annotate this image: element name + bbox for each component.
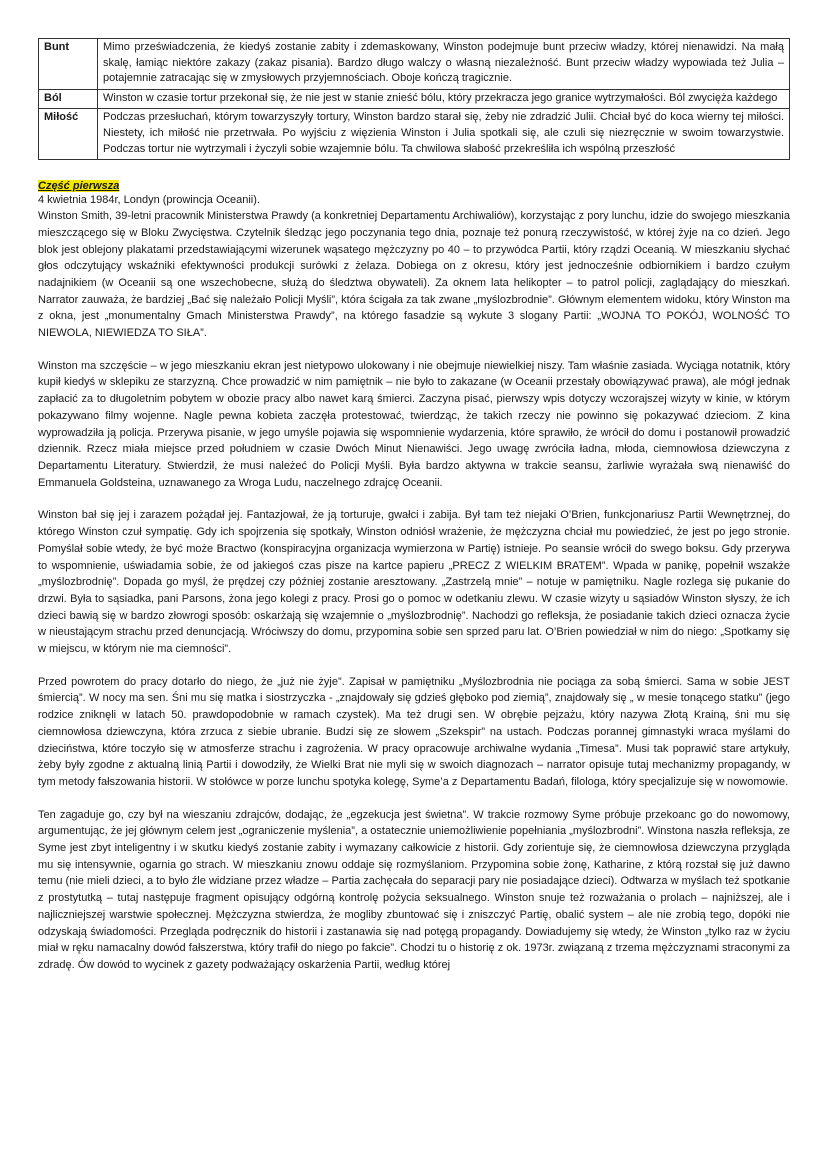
theme-term: Ból <box>39 89 98 109</box>
table-row <box>39 89 790 109</box>
document-page <box>38 38 790 974</box>
paragraph: Winston ma szczęście – w jego mieszkaniu ekran jest nietypowo ulokowany i nie obejmuje niewielkiej niszy. Tam właśnie zasiada. Wyciąga notatnik, który kupił kiedyś w sklepiku ze starzyzną. Chce prowadzić w nim pamiętnik – nie było to zakazane (w Oceanii przestały obowiązywać prawa), ale mógł jednak zapłacić za to długoletnim pobytem w obozie pracy albo nawet karą śmierci. Zaczyna pisać, pierwszy wpis dotyczy wczorajszej wizyty w kinie, w którym pokazywano filmy wojenne. Nagle pewna kobieta zaczęła protestować, twierdząc, że takich rzeczy nie powinno się pokazywać dzieciom. Z kina wyprowadziła ją policja. Przerywa pisanie, w jego umyśle pojawia się wspomnienie wydarzenia, które sprawiło, że wrócił do domu i postanowił prowadzić dziennik. Rzecz miała miejsce przed południem w czasie Dwóch Minut Nienawiści. Jego uwagę zwróciła ładna, młoda, ciemnowłosa dziewczyna z Departamentu Literatury. Stwierdził, że musi należeć do Policji Myśli. Była bardzo aktywna w trakcie seansu, żarliwie wyrażała swą nienawiść do Emmanuela Goldsteina, uznawanego za Wroga Ludu, naczelnego zdrajcę Oceanii. <box>38 359 790 489</box>
theme-description: Podczas przesłuchań, którym towarzyszyły tortury, Winston bardzo starał się, żeby nie zdradzić Julii. Chciał być do koca wierny tej miłości. Niestety, ich miłość nie przetrwała. Po wyjściu z więzienia Winston i Julia spotkali się, ale czuli się niezręcznie w swoim towarzystwie. Podczas tortur nie wytrzymali i życzyli sobie wzajemnie bólu. Ta chwilowa słabość przekreśliła ich wspólną przeszłość <box>98 109 790 160</box>
table-row <box>39 109 790 160</box>
date-location-line: 4 kwietnia 1984r, Londyn (prowincja Oceanii). <box>38 194 260 207</box>
theme-description: Mimo przeświadczenia, że kiedyś zostanie zabity i zdemaskowany, Winston podejmuje bunt przeciw władzy, której nienawidzi. Na małą skalę, łamiąc niektóre zakazy (zakaz pisania). Bardzo długo walczy o własną niezależność. Bunt przeciw władzy wypowiada też Julia – potajemnie zatracając się w zmysłowych przyjemnościach. Oboje kończą tragicznie. <box>98 39 790 90</box>
theme-term: Miłość <box>39 109 98 160</box>
summary-text <box>38 208 790 974</box>
theme-description: Winston w czasie tortur przekonał się, że nie jest w stanie znieść bólu, który przekracza jego granice wytrzymałości. Ból zwycięża każdego <box>98 89 790 109</box>
table-row <box>39 39 790 90</box>
paragraph: Winston bał się jej i zarazem pożądał jej. Fantazjował, że ją torturuje, gwałci i zabija. Był tam też niejaki O’Brien, funkcjonariusz Partii Wewnętrznej, do którego Winston czuł sympatię. Gdy ich spojrzenia się spotkały, Winston odniósł wrażenie, że mężczyzna chciał mu powiedzieć, że jest po jego stronie. Pomyślał sobie wtedy, że być może Bractwo (konspiracyjna organizacja wymierzona w Partię) istnieje. Po seansie wrócił do swego boksu. Gdy przerywa to wspomnienie, uświadamia sobie, że od jakiegoś czas pisze na kartce papieru „PRECZ Z WIELKIM BRATEM”. Wpada w panikę, popełnił wszakże „myślozbrodnię”. Dopada go myśl, że prędzej czy później zostanie aresztowany. „Zastrzelą mnie” – notuje w pamiętniku. Nagle rozlega się pukanie do drzwi. Była to sąsiadka, pani Parsons, żona jego kolegi z pracy. Prosi go o pomoc w odetkaniu zlewu. W czasie wizyty u sąsiadów Winston słyszy, że ich dzieci bawią się w bardzo złowrogi sposób: oskarżają się wzajemnie o „myślozbrodnię”. Nachodzi go refleksja, że posiadanie takich dzieci oznacza życie w nieustającym strachu przed denuncjacją. Wróciwszy do domu, przypomina sobie sen sprzed paru lat. O’Brien powiedział w nim do niego: „Spotkamy się w miejscu, w którym nie ma ciemności”. <box>38 509 790 656</box>
section-heading <box>38 180 790 192</box>
theme-term: Bunt <box>39 39 98 90</box>
themes-table <box>38 38 790 160</box>
section-heading-text: Część pierwsza <box>38 180 120 193</box>
paragraph: Ten zagaduje go, czy był na wieszaniu zdrajców, dodając, że „egzekucja jest świetna”. W trakcie rozmowy Syme próbuje przekoanc go do nowomowy, argumentując, że jej głównym celem jest „ograniczenie myślenia”, a ostatecznie uniemożliwienie popełniania „myślozbrodni”. Winstona naszła refleksja, ze Syme jest zbyt inteligentny i w skutku kiedyś zostanie zabity i wymazany całkowicie z historii. Gdy zorientuje się, że ciemnowłosa dziewczyna przygląda mu się intensywnie, ogarnia go strach. W mieszkaniu znowu oddaje się rozmyślaniom. Przypomina sobie żonę, Katharine, z którą rozstał się już dawno temu (nie mieli dzieci, a to było źle widziane przez władze – Partia zachęcała do separacji pary nie posiadające dzieci). Odtwarza w myślach też spotkanie z prostytutką – tutaj następuje fragment opisujący odgórną kontrolę pożycia seksualnego. Winston snuje też rozważania o prolach – najniższej, ale i najliczniejszej warstwie społecznej. Mężczyzna stwierdza, że mogliby zbuntować się i zniszczyć Partię, obalić system – ale nie zrobią tego, dopóki nie odzyskają świadomości. Przegląda podręcznik do historii i zastanawia się nad potęgą propagandy. Dowiadujemy się wtedy, że Winston „tylko raz w życiu miał w ręku namacalny dowód fałszerstwa, który trafił do niego po fakcie”. Chodzi tu o historię z ok. 1973r. związaną z trzema mężczyznami straconymi za zdradę. Ów dowód to wycinek z gazety podważający oskarżenia Partii, według której <box>38 808 790 971</box>
paragraph: Przed powrotem do pracy dotarło do niego, że „już nie żyje”. Zapisał w pamiętniku „Myślozbrodnia nie pociąga za sobą śmierci. Sama w sobie JEST śmiercią”. W nocy ma sen. Śni mu się matka i siostrzyczka - „znajdowały się gdzieś głęboko pod ziemią”, znajdowały się „ w mesie tonącego statku” (jego rodzice zniknęli w latach 50. prawdopodobnie w ramach czystek). Ma też drugi sen. W obrębie pejzażu, który nazywa Złotą Krainą, śni mu się ciemnowłosa dziewczyna, która zrzuca z siebie ubranie. Budzi się ze słowem „Szekspir” na ustach. Podczas porannej gimnastyki wraca myślami do dzieciństwa, które toczyło się w atmosferze strachu i zagrożenia. W pracy opracowuje archiwalne wydania „Timesa”. Musi tak poprawić stare artykuły, żeby były zgodne z aktualną linią Partii i dowodziły, że Wielki Brat nie myli się w swoich diagnozach – narrator opisuje tutaj mechanizmy propagandy, w tym metody fałszowania historii. W stołówce w porze lunchu spotyka kolegę, Syme’a z Departamentu Badań, filologa, który specjalizuje się w nowomowie. <box>38 675 790 788</box>
paragraph: Winston Smith, 39-letni pracownik Ministerstwa Prawdy (a konkretniej Departamentu Archiwaliów), korzystając z pory lunchu, idzie do swojego mieszkania mieszczącego się w Bloku Zwycięstwa. Czytelnik śledząc jego poczynania tego dnia, poznaje też ponurą rzeczywistość, w której żyje na co dzień. Jego blok jest oblejony plakatami przedstawiającymi wizerunek wąsatego mężczyzny po 40 – to przywódca Partii, który rządzi Oceanią. W mieszkaniu słychać głos odczytujący wskaźniki efektywności produkcji surówki z żelaza. Dobiega on z okresu, który jest jednocześnie odbiornikiem i bardzo czułym nadajnikiem (w Oceanii są one wszechobecne, służą do śledztwa obywateli). Za oknem lata helikopter – to patrol policji, zaglądający do mieszkań. Narrator zauważa, że bardziej „Bać się należało Policji Myśli”, która ścigała za tak zwane „myślozbrodnie”. Głównym elementem widoku, który Winston ma z okna, jest „monumentalny Gmach Ministerstwa Prawdy”, na którego fasadzie są wykute 3 slogany Partii: „WOJNA TO POKÓJ, WOLNOŚĆ TO NIEWOLA, NIEWIEDZA TO SIŁA”. <box>38 210 790 340</box>
